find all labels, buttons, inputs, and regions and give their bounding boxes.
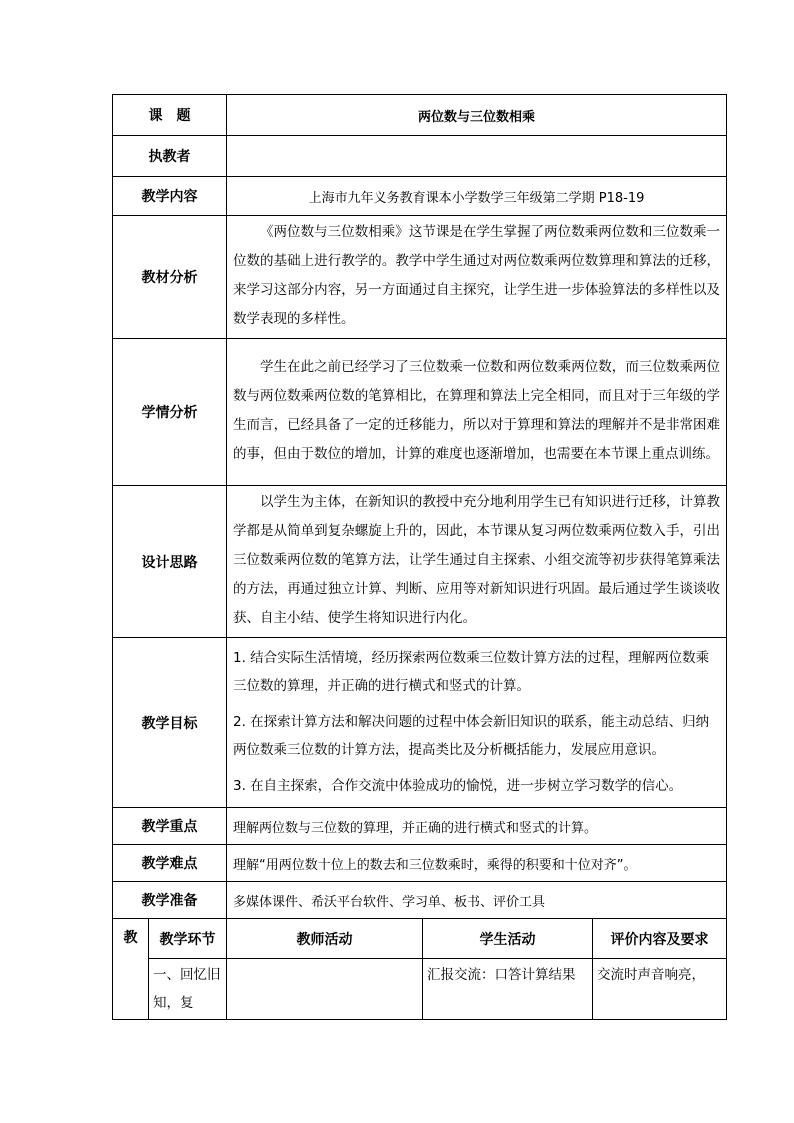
row-difficulty bbox=[113, 845, 727, 882]
student-analysis-text: 学生在此之前已经学习了三位数乘一位数和两位数乘两位数，而三位数乘两位数与两位数乘两位数的笔算相比，在算理和算法上完全相同，而且对于三年级的学生而言，已经具备了一定的迁移能力，所以对于算理和算法的理解并不是非常困难的事，但由于数位的增加，计算的难度也逐渐增加，也需要在本节课上重点训练。 bbox=[233, 359, 721, 462]
goal-item-1: 1. 结合实际生活情境，经历探索两位数乘三位数计算方法的过程，理解两位数乘三位数的算理，并正确的进行横式和竖式的计算。 bbox=[233, 649, 710, 694]
value-key-point: 理解两位数与三位数的算理，并正确的进行横式和竖式的计算。 bbox=[227, 808, 727, 845]
value-design bbox=[227, 486, 727, 638]
label-preparation: 教学准备 bbox=[113, 882, 227, 919]
row-content bbox=[113, 177, 727, 216]
row-process-first bbox=[113, 959, 727, 1020]
row-key-point bbox=[113, 808, 727, 845]
value-material-analysis bbox=[227, 216, 727, 339]
label-goals: 教学目标 bbox=[113, 638, 227, 808]
design-text: 以学生为主体，在新知识的教授中充分地利用学生已有知识进行迁移，计算教学都是从简单到复杂螺旋上升的，因此，本节课从复习两位数乘两位数入手，引出三位数乘两位数的笔算方法，让学生通过自主探索、小组交流等初步获得笔算乘法的方法，再通过独立计算、判断、应用等对新知识进行巩固。最后通过学生谈谈收获、自主小结、使学生将知识进行内化。 bbox=[233, 494, 721, 626]
label-content: 教学内容 bbox=[113, 177, 227, 216]
label-key-point: 教学重点 bbox=[113, 808, 227, 845]
label-design: 设计思路 bbox=[113, 486, 227, 638]
material-analysis-text: 《两位数与三位数相乘》这节课是在学生掌握了两位数乘两位数和三位数乘一位数的基础上进行教学的。教学中学生通过对两位数乘两位数算理和算法的迁移，来学习这部分内容，另一方面通过自主探究，让学生进一步体验算法的多样性以及数学表现的多样性。 bbox=[233, 224, 721, 327]
value-student-analysis bbox=[227, 339, 727, 486]
label-difficulty: 教学难点 bbox=[113, 845, 227, 882]
value-preparation: 多媒体课件、希沃平台软件、学习单、板书、评价工具 bbox=[227, 882, 727, 919]
evaluation-cell: 交流时声音响亮， bbox=[593, 959, 727, 1020]
student-activity-cell: 汇报交流：口答计算结果 bbox=[423, 959, 593, 1020]
process-side-label: 教 bbox=[113, 919, 149, 1020]
label-topic: 课 题 bbox=[113, 95, 227, 136]
value-teacher bbox=[227, 136, 727, 177]
value-difficulty: 理解“用两位数十位上的数去和三位数乘时，乘得的积要和十位对齐”。 bbox=[227, 845, 727, 882]
row-student-analysis bbox=[113, 339, 727, 486]
label-student-analysis: 学情分析 bbox=[113, 339, 227, 486]
value-content: 上海市九年义务教育课本小学数学三年级第二学期 P18-19 bbox=[227, 177, 727, 216]
teacher-activity-cell bbox=[227, 959, 423, 1020]
row-topic bbox=[113, 95, 727, 136]
header-teacher-activity: 教师活动 bbox=[227, 919, 423, 959]
label-material-analysis: 教材分析 bbox=[113, 216, 227, 339]
row-material-analysis bbox=[113, 216, 727, 339]
header-stage: 教学环节 bbox=[149, 919, 227, 959]
label-teacher: 执教者 bbox=[113, 136, 227, 177]
goal-item-3: 3. 在自主探索，合作交流中体验成功的愉悦，进一步树立学习数学的信心。 bbox=[233, 777, 683, 794]
header-evaluation: 评价内容及要求 bbox=[593, 919, 727, 959]
row-preparation bbox=[113, 882, 727, 919]
stage-cell: 一、回忆旧知，复 bbox=[149, 959, 227, 1020]
goal-item-2: 2. 在探索计算方法和解决问题的过程中体会新旧知识的联系，能主动总结、归纳两位数乘三位数的计算方法，提高类比及分析概括能力，发展应用意识。 bbox=[233, 713, 710, 758]
row-teacher bbox=[113, 136, 727, 177]
header-student-activity: 学生活动 bbox=[423, 919, 593, 959]
value-goals bbox=[227, 638, 727, 808]
row-goals bbox=[113, 638, 727, 808]
lesson-plan-table bbox=[112, 94, 727, 1020]
value-topic: 两位数与三位数相乘 bbox=[227, 95, 727, 136]
row-process-header bbox=[113, 919, 727, 959]
row-design bbox=[113, 486, 727, 638]
